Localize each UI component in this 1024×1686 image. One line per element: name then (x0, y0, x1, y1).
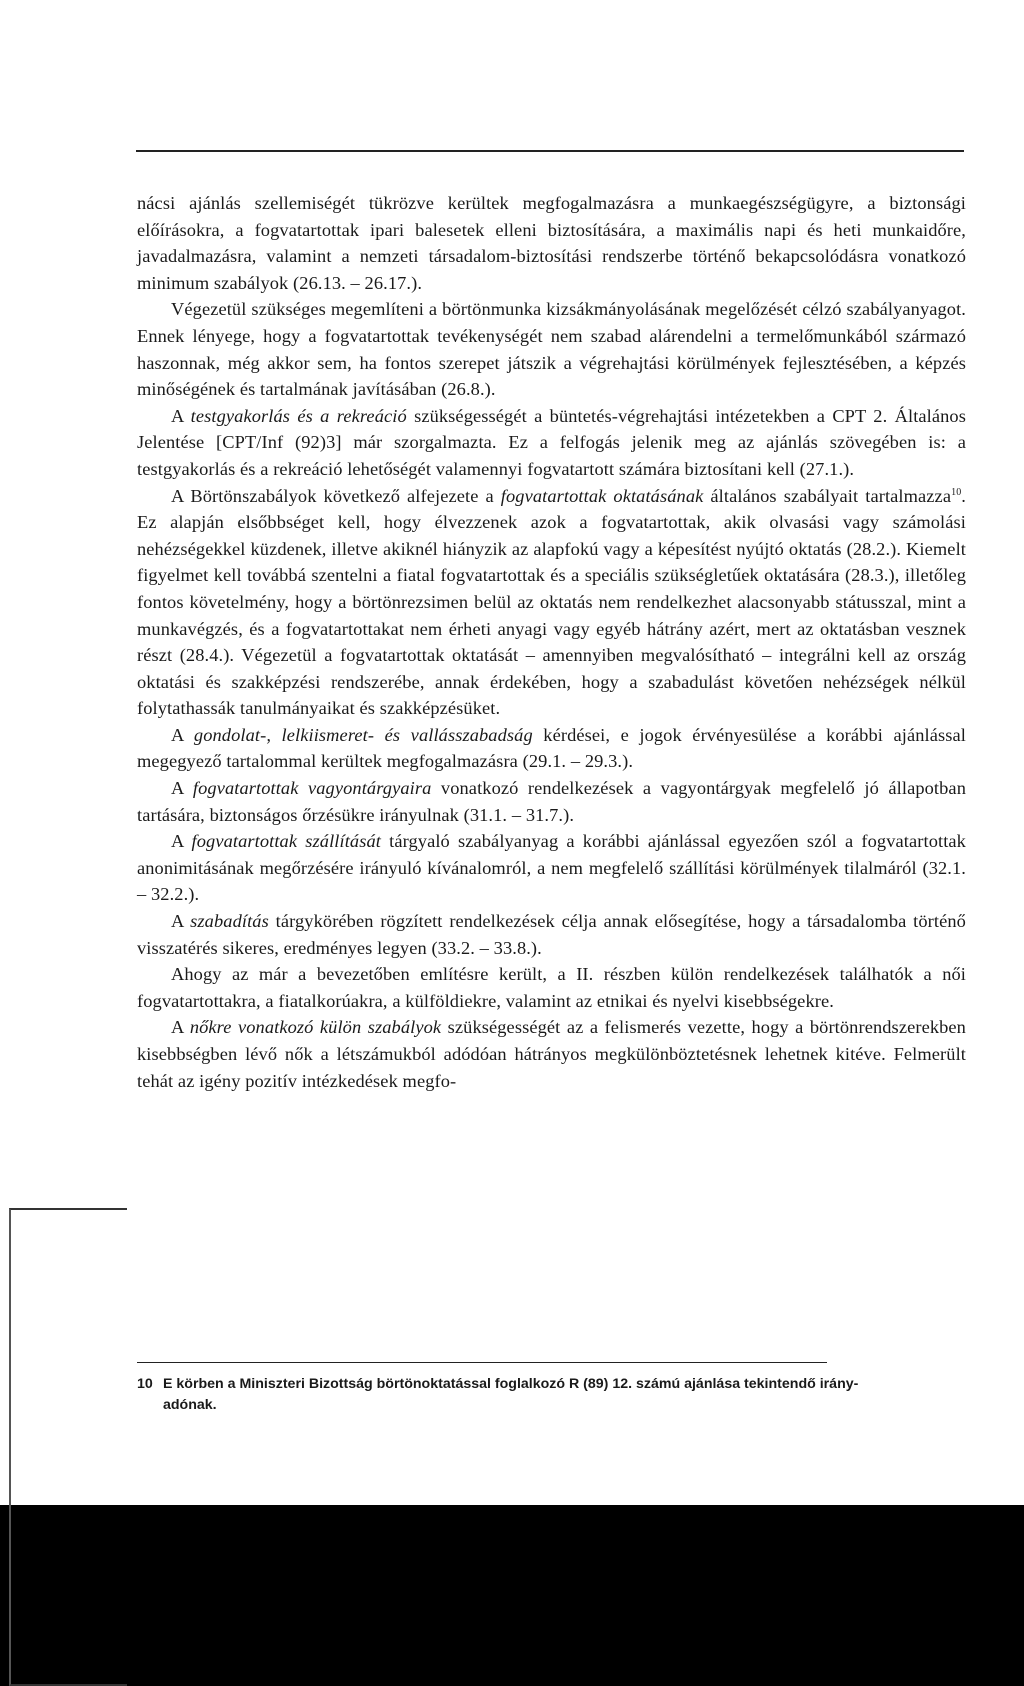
italic-term: fogvatartottak vagyontárgyaira (192, 778, 432, 799)
italic-term: testgyakorlás és a rekreáció (190, 405, 407, 426)
scan-artifact-box (9, 1208, 127, 1686)
footnote-rule (137, 1362, 827, 1363)
paragraph: A nőkre vonatkozó külön szabályok szükségességét az a felismerés vezette, hogy a börtönrendszerekben kisebbségben lévő nők a létszámukból adódóan hátrányos megkülönböztetésnek lehetnek kitéve. Felmerült tehát az igény pozitív intézkedések megfo- (137, 1017, 966, 1091)
italic-term: gondolat-, lelkiismeret- és vallásszabadság (193, 724, 533, 745)
paragraph: A Börtönszabályok következő alfejezete a fogvatartottak oktatásának általános szabályait tartalmazza$^{10}$. Ez alapján elsőbbséget kell, hogy élvezzenek azok a fogvatartottak, akik olvasási vagy számolási nehézségekkel küzdenek, illetve akiknél hiányzik az alapfokú vagy a képesítést nyújtó oktatás (28.2.). Kiemelt figyelmet kell továbbá szentelni a fiatal fogvatartottak és a speciális szükségletűek oktatására (28.3.), illetőleg fontos követelmény, hogy a börtönrezsimen belül az oktatás nem rendelkezhet alacsonyabb státusszal, mint a munkavégzés, és a fogvatartottakat nem érheti anyagi vagy egyéb hátrány azért, mert az oktatásban vesznek részt (28.4.). Végezetül a fogvatartottak oktatását – amennyiben megvalósítható – integrálni kell az ország oktatási és szakképzési rendszerébe, annak érdekében, hogy a szabadulást követően nehézségek nélkül folytathassák tanulmányaikat és szakképzésüket. (137, 485, 966, 719)
italic-term: szabadítás (190, 911, 269, 932)
header-rule (136, 150, 964, 152)
paragraph: Végezetül szükséges megemlíteni a börtönmunka kizsákmányolásának megelőzését célzó szabályanyagot. Ennek lényege, hogy a fogvatartottak tevékenységét nem szabad alárendelni a termelőmunkából származó haszonnak, még akkor sem, ha fontos szerepet játszik a végrehajtási körülmények fejlesztésében, a képzés minőségének és tartalmának javításában (26.8.). (137, 299, 966, 400)
footnote-ref[interactable]: 10 (951, 486, 962, 498)
paragraph: A szabadítás tárgykörében rögzített rendelkezések célja annak elősegítése, hogy a társadalomba történő visszatérés sikeres, eredményes legyen (33.2. – 33.8.). (137, 911, 966, 958)
footnote-continuation: adónak. (163, 1397, 217, 1413)
footnote-number: 10 (137, 1376, 153, 1392)
italic-term: fogvatartottak oktatásának (500, 485, 704, 506)
italic-term: nőkre vonatkozó külön szabályok (189, 1017, 442, 1038)
footnote (137, 1374, 957, 1416)
body-text (137, 190, 966, 1094)
paragraph: A fogvatartottak szállítását tárgyaló szabályanyag a korábbi ajánlással egyezően szól a fogvatartottak anonimitásának megőrzésére irányuló kívánalomról, a nem megfelelő szállítási körülmények tilalmáról (32.1. – 32.2.). (137, 831, 966, 905)
paragraph: A testgyakorlás és a rekreáció szükségességét a büntetés-végrehajtási intézetekben a CPT 2. Általános Jelentése [CPT/Inf (92)3] már szorgalmazta. Ez a felfogás jelenik meg az ajánlás szövegében is: a testgyakorlás és a rekreáció lehetőségét valamennyi fogvatartott számára biztosítani kell (27.1.). (137, 405, 966, 479)
paragraph: Ahogy az már a bevezetőben említésre került, a II. részben külön rendelkezések találhatók a női fogvatartottakra, a fiatalkorúakra, a külföldiekre, valamint az etnikai és nyelvi kisebbségekre. (137, 964, 966, 1011)
paragraph: nácsi ajánlás szellemiségét tükrözve kerültek megfogalmazásra a munkaegészségügyre, a biztonsági előírásokra, a fogvatartottak ipari balesetek elleni biztosítására, a maximális napi és heti munkaidőre, javadalmazásra, valamint a nemzeti társadalom-biztosítási rendszerbe történő bekapcsolódásra vonatkozó minimum szabályok (26.13. – 26.17.). (137, 193, 966, 293)
footnote-text: E körben a Miniszteri Bizottság börtönoktatással foglalkozó R (89) 12. számú ajánlása tekintendő irány- (163, 1376, 859, 1392)
italic-term: fogvatartottak szállítását (191, 831, 381, 852)
paragraph: A gondolat-, lelkiismeret- és vallásszabadság kérdései, e jogok érvényesülése a korábbi ajánlással megegyező tartalommal kerültek megfogalmazásra (29.1. – 29.3.). (137, 724, 966, 772)
paragraph: A fogvatartottak vagyontárgyaira vonatkozó rendelkezések a vagyontárgyak megfelelő jó állapotban tartására, biztonságos őrzésükre irányulnak (31.1. – 31.7.). (137, 778, 966, 825)
